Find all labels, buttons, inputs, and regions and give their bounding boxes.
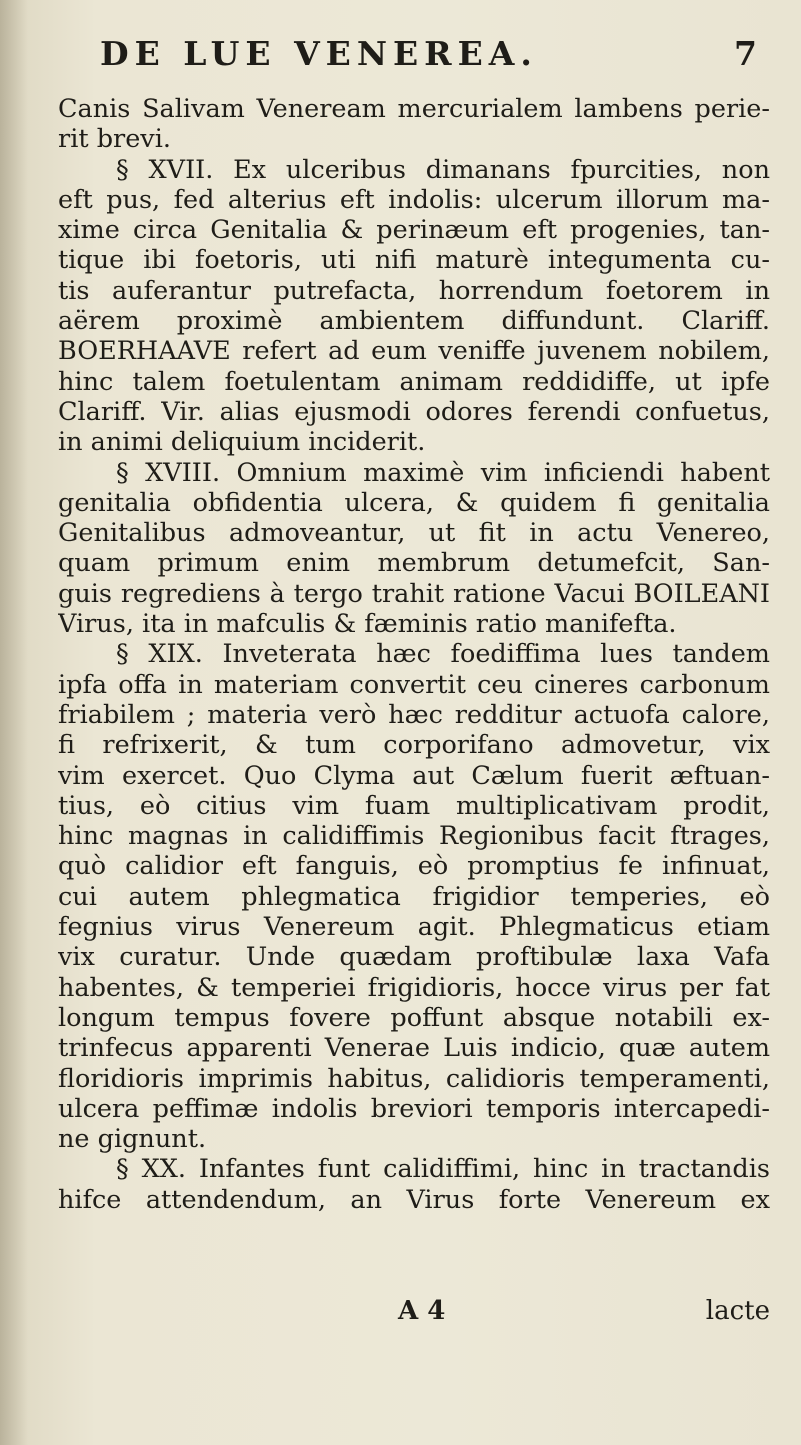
running-title: DE LUE VENEREA. <box>100 34 538 73</box>
running-header <box>100 34 760 73</box>
body-text <box>58 94 770 1215</box>
text-line: hifce attendendum, an Virus forte Venereum ex <box>58 1184 770 1215</box>
text-line: vim exercet. Quo Clyma aut Cælum fuerit æftuan- <box>58 760 770 791</box>
text-line: rit brevi. <box>58 124 171 155</box>
section-heading-line: § XVII. Ex ulceribus dimanans fpurcities, non <box>116 154 770 185</box>
section-heading-line: § XX. Infantes funt calidiffimi, hinc in tractandis <box>116 1154 770 1185</box>
text-line: trinfecus apparenti Venerae Luis indicio, quæ autem <box>58 1033 770 1064</box>
text-line: longum tempus fovere poffunt absque notabili ex- <box>58 1002 770 1033</box>
text-line: cui autem phlegmatica frigidior temperies, eò <box>58 881 770 912</box>
text-line: hinc magnas in calidiffimis Regionibus facit ftrages, <box>58 821 770 852</box>
text-line: fi refrixerit, & tum corporifano admovetur, vix <box>58 730 770 761</box>
text-line: in animi deliquium inciderit. <box>58 427 426 458</box>
text-line: fegnius virus Venereum agit. Phlegmaticus etiam <box>58 912 770 943</box>
section-heading-line: § XIX. Inveterata hæc foediffima lues tandem <box>116 639 770 670</box>
text-line: ipfa offa in materiam convertit ceu cineres carbonum <box>58 669 770 700</box>
text-line: tius, eò citius vim fuam multiplicativam prodit, <box>58 790 770 821</box>
text-line: quò calidior eft fanguis, eò promptius fe infinuat, <box>58 851 770 882</box>
text-line: BOERHAAVE refert ad eum veniffe juvenem nobilem, <box>58 336 770 367</box>
text-line: floridioris imprimis habitus, calidioris temperamenti, <box>58 1063 770 1094</box>
text-line: habentes, & temperiei frigidioris, hocce virus per fat <box>58 972 770 1003</box>
section-heading-line: § XVIII. Omnium maximè vim inficiendi habent <box>116 457 770 488</box>
text-line: tis auferantur putrefacta, horrendum foetorem in <box>58 275 770 306</box>
text-line: tique ibi foetoris, uti nifi maturè integumenta cu- <box>58 245 770 276</box>
text-line: hinc talem foetulentam animam reddidiffe, ut ipfe <box>58 366 770 397</box>
signature-mark: A 4 <box>398 1296 446 1326</box>
text-line: Genitalibus admoveantur, ut fit in actu Venereo, <box>58 518 770 549</box>
text-line: eft pus, fed alterius eft indolis: ulcerum illorum ma- <box>58 184 770 215</box>
text-line: Clariff. Vir. alias ejusmodi odores ferendi confuetus, <box>58 396 770 427</box>
text-line: Virus, ita in mafculis & fæminis ratio manifefta. <box>58 609 677 640</box>
text-line: xime circa Genitalia & perinæum eft progenies, tan- <box>58 215 770 246</box>
text-line: guis regrediens à tergo trahit ratione Vacui BOILEANI <box>58 578 770 609</box>
page-gutter-shadow <box>0 0 28 1445</box>
text-line: friabilem ; materia verò hæc redditur actuofa calore, <box>58 699 770 730</box>
text-line: Canis Salivam Veneream mercurialem lambens perie- <box>58 94 770 124</box>
text-line: vix curatur. Unde quædam proftibulæ laxa Vafa <box>58 942 770 973</box>
text-line: ulcera peffimæ indolis breviori temporis intercapedi- <box>58 1093 770 1124</box>
catchword: lacte <box>705 1296 770 1326</box>
text-line: quam primum enim membrum detumefcit, San- <box>58 548 770 579</box>
page-footer <box>58 1295 770 1327</box>
text-line: aërem proximè ambientem diffundunt. Clariff. <box>58 306 770 337</box>
page-number: 7 <box>734 34 760 73</box>
text-line: ne gignunt. <box>58 1124 207 1155</box>
text-line: genitalia obfidentia ulcera, & quidem fi genitalia <box>58 487 770 518</box>
